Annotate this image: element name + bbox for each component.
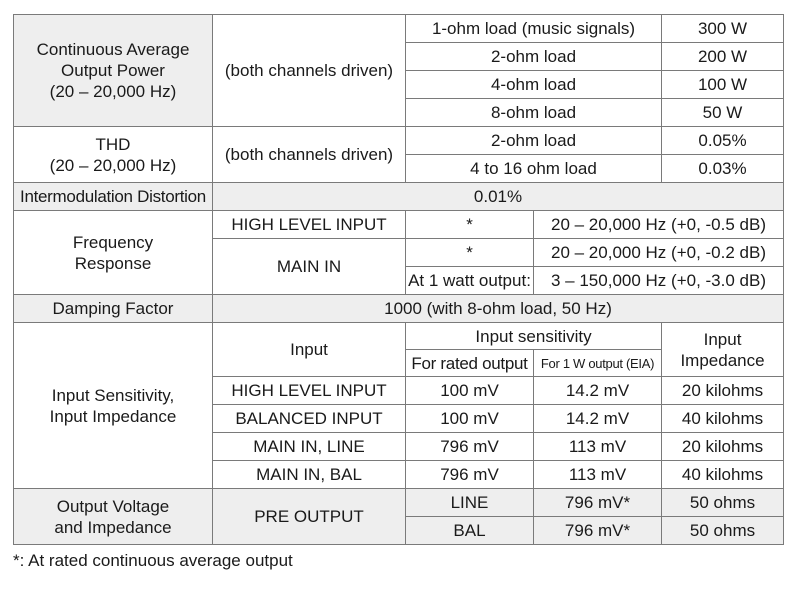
sens-col-rated: For rated output — [406, 350, 534, 377]
sens-1w: 113 mV — [534, 433, 662, 461]
sens-impedance: 20 kilohms — [662, 433, 784, 461]
freq-main-in: MAIN IN — [213, 239, 406, 295]
freq-high-input: HIGH LEVEL INPUT — [213, 211, 406, 239]
output-impedance: 50 ohms — [662, 517, 784, 545]
output-type: BAL — [406, 517, 534, 545]
power-value: 100 W — [662, 71, 784, 99]
power-load: 1-ohm load (music signals) — [406, 15, 662, 43]
sens-col-input: Input — [213, 323, 406, 377]
sens-1w: 14.2 mV — [534, 377, 662, 405]
sens-impedance: 20 kilohms — [662, 377, 784, 405]
power-label: Continuous Average Output Power (20 – 20,000 Hz) — [14, 15, 213, 127]
sens-input: HIGH LEVEL INPUT — [213, 377, 406, 405]
output-voltage: 796 mV* — [534, 489, 662, 517]
power-value: 300 W — [662, 15, 784, 43]
sens-rated: 796 mV — [406, 461, 534, 489]
sens-rated: 100 mV — [406, 405, 534, 433]
imd-label: Intermodulation Distortion — [14, 183, 213, 211]
sens-impedance: 40 kilohms — [662, 461, 784, 489]
sens-label: Input Sensitivity, Input Impedance — [14, 323, 213, 489]
sens-input: MAIN IN, LINE — [213, 433, 406, 461]
freq-value: 20 – 20,000 Hz (+0, -0.5 dB) — [534, 211, 784, 239]
sens-impedance: 40 kilohms — [662, 405, 784, 433]
output-pre: PRE OUTPUT — [213, 489, 406, 545]
freq-cond: At 1 watt output: — [406, 267, 534, 295]
power-value: 50 W — [662, 99, 784, 127]
sens-input: BALANCED INPUT — [213, 405, 406, 433]
thd-label: THD (20 – 20,000 Hz) — [14, 127, 213, 183]
thd-condition: (both channels driven) — [213, 127, 406, 183]
thd-load: 2-ohm load — [406, 127, 662, 155]
sens-1w: 14.2 mV — [534, 405, 662, 433]
freq-value: 3 – 150,000 Hz (+0, -3.0 dB) — [534, 267, 784, 295]
power-load: 2-ohm load — [406, 43, 662, 71]
power-condition: (both channels driven) — [213, 15, 406, 127]
sens-col-sensitivity: Input sensitivity — [406, 323, 662, 350]
power-value: 200 W — [662, 43, 784, 71]
freq-cond: * — [406, 239, 534, 267]
output-label: Output Voltage and Impedance — [14, 489, 213, 545]
thd-value: 0.05% — [662, 127, 784, 155]
freq-value: 20 – 20,000 Hz (+0, -0.2 dB) — [534, 239, 784, 267]
power-load: 4-ohm load — [406, 71, 662, 99]
output-voltage: 796 mV* — [534, 517, 662, 545]
power-load: 8-ohm load — [406, 99, 662, 127]
thd-value: 0.03% — [662, 155, 784, 183]
sens-rated: 100 mV — [406, 377, 534, 405]
footnote: *: At rated continuous average output — [13, 551, 293, 570]
sens-input: MAIN IN, BAL — [213, 461, 406, 489]
damping-label: Damping Factor — [14, 295, 213, 323]
damping-value: 1000 (with 8-ohm load, 50 Hz) — [213, 295, 784, 323]
sens-col-1w: For 1 W output (EIA) — [534, 350, 662, 377]
output-type: LINE — [406, 489, 534, 517]
freq-label: Frequency Response — [14, 211, 213, 295]
sens-1w: 113 mV — [534, 461, 662, 489]
thd-load: 4 to 16 ohm load — [406, 155, 662, 183]
spec-table — [13, 14, 784, 545]
sens-col-impedance: Input Impedance — [662, 323, 784, 377]
output-impedance: 50 ohms — [662, 489, 784, 517]
sens-rated: 796 mV — [406, 433, 534, 461]
freq-cond: * — [406, 211, 534, 239]
imd-value: 0.01% — [213, 183, 784, 211]
